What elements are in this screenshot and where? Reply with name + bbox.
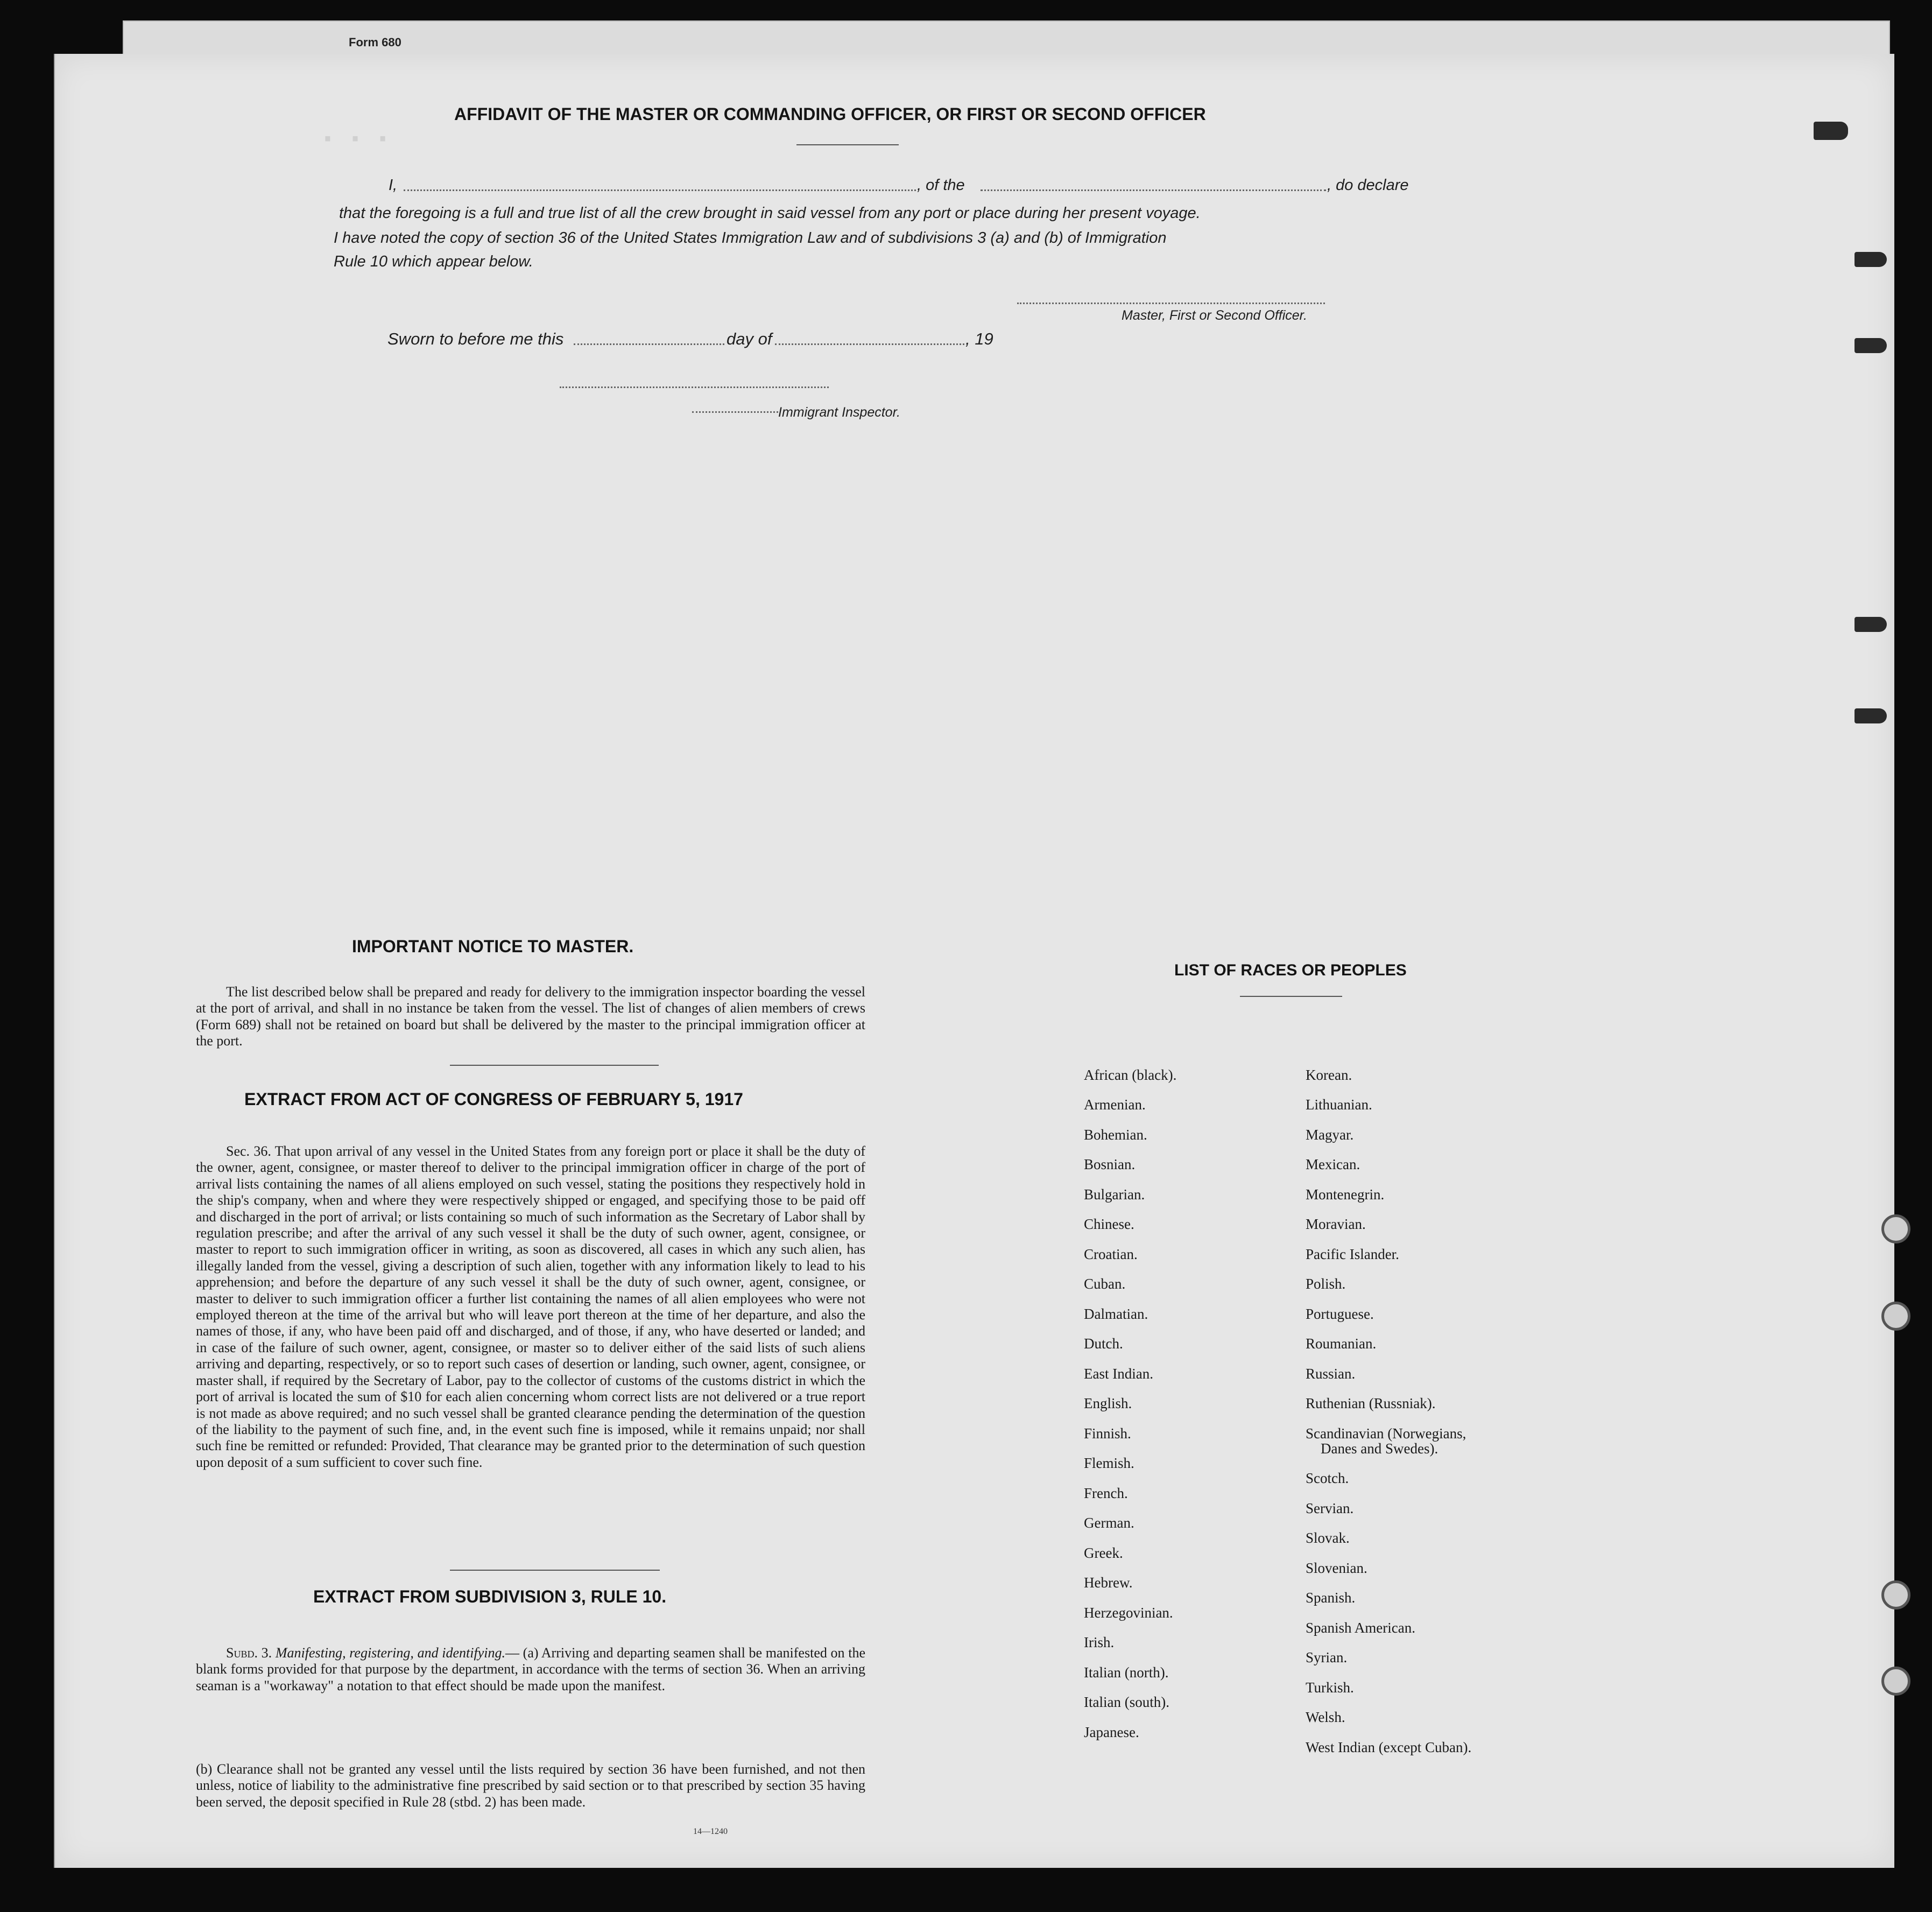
race-entry: Italian (north).	[1084, 1664, 1169, 1681]
race-entry: Bosnian.	[1084, 1156, 1136, 1172]
act-extract-body: Sec. 36. That upon arrival of any vessel in the United States from any foreign port or place it shall be the duty of the owner, agent, consignee, or master thereof to deliver to the principal immigration officer in charge of the port of arrival lists containing the names of all aliens employed on such vessel, stating the positions they respectively hold in the ship's company, when and where they were respectively shipped or engaged, and specifying those to be paid off and discharged in the port of arrival; or lists containing so much of such information as the Secretary of Labor shall by regulation prescribe; and after the arrival of any such vessel it shall be the duty of such owner, agent, consignee, or master to report to such immigration officer in writing, as soon as discovered, all cases in which any such alien, has illegally landed from the vessel, giving a description of such alien, together with any information likely to lead to his apprehension; and before the departure of any such vessel it shall be the duty of such owner, agent, consignee, or master to deliver to such immigration officer a further list containing the names of all alien employees who were not employed thereon at the time of the arrival but who will leave port thereon at the time of her departure, and also the names of those, if any, who have been paid off and discharged, and of those, if any, who have deserted or landed; and in case of the failure of such owner, agent, consignee, or master so to deliver either of the said lists of such aliens arriving and departing, respectively, or so to report such cases of desertion or landing, such owner, agent, consignee, or master shall, if required by the Secretary of Labor, pay to the collector of customs of the customs district in which the port of arrival is located the sum of $10 for each alien concerning whom correct lists are not delivered or a true report is not made as above required; and no such vessel shall be granted clearance pending the determination of the question of the liability to the payment of such fine, and, in the event such fine is imposed, while it remains unpaid; nor shall such fine be remitted or refunded: Provided, That clearance may be granted prior to the determination of such question upon deposit of a sum sufficient to cover such fine.	[196, 1143, 865, 1470]
paragraph-a: — (a) Arriving and departing seamen shall be manifested on the blank forms provided for that purpose by the department, in accordance with the terms of section 36. When an arriving seaman is a "workaway" a notation to that effect should be made upon the manifest.	[196, 1645, 865, 1693]
race-entry: Cuban.	[1084, 1276, 1126, 1292]
binding-ring	[1881, 1580, 1910, 1609]
affidavit-title: AFFIDAVIT OF THE MASTER OR COMMANDING OFFICER, OR FIRST OR SECOND OFFICER	[454, 104, 1206, 124]
sworn-month-blank	[775, 343, 964, 345]
race-entry: Slovak.	[1306, 1530, 1350, 1546]
officer-signature-blank	[1017, 303, 1325, 304]
race-entry: Italian (south).	[1084, 1694, 1169, 1710]
binding-ring	[1881, 1214, 1910, 1243]
binding-clip	[1814, 122, 1848, 140]
binding-clip	[1855, 708, 1887, 723]
sworn-day-blank	[574, 343, 724, 345]
race-entry: Roumanian.	[1306, 1335, 1377, 1352]
race-entry: Bohemian.	[1084, 1127, 1147, 1143]
binding-clip	[1855, 338, 1887, 353]
race-entry: Japanese.	[1084, 1724, 1139, 1740]
title-divider	[796, 144, 899, 145]
inspector-label: Immigrant Inspector.	[778, 405, 900, 420]
races-title: LIST OF RACES OR PEOPLES	[1174, 961, 1407, 979]
race-entry: Russian.	[1306, 1366, 1356, 1382]
race-entry: Turkish.	[1306, 1679, 1354, 1696]
race-entry: Croatian.	[1084, 1246, 1138, 1262]
race-entry: Finnish.	[1084, 1425, 1131, 1442]
declaration-i: I,	[389, 177, 398, 194]
race-entry: West Indian (except Cuban).	[1306, 1739, 1472, 1755]
race-entry: English.	[1084, 1395, 1132, 1411]
act-divider	[450, 1570, 660, 1571]
race-entry: German.	[1084, 1515, 1134, 1531]
notice-title: IMPORTANT NOTICE TO MASTER.	[352, 937, 634, 956]
race-entry: Servian.	[1306, 1500, 1354, 1516]
race-entry: Scotch.	[1306, 1470, 1349, 1486]
race-entry: Ruthenian (Russniak).	[1306, 1395, 1436, 1411]
show-through-text: · · ·	[323, 119, 393, 158]
binding-clip	[1855, 617, 1887, 632]
race-entry: Herzegovinian.	[1084, 1605, 1173, 1621]
officer-signature-label: Master, First or Second Officer.	[1122, 308, 1308, 323]
race-entry: Irish.	[1084, 1634, 1115, 1650]
race-entry: Dutch.	[1084, 1335, 1123, 1352]
declaration-of-the: , of the	[917, 177, 965, 194]
race-entry: Armenian.	[1084, 1096, 1146, 1113]
declaration-declare: , do declare	[1327, 177, 1409, 194]
declaration-line-4: Rule 10 which appear below.	[334, 253, 533, 270]
sworn-day-of: day of	[727, 329, 772, 348]
race-entry: Mexican.	[1306, 1156, 1360, 1172]
race-entry: Hebrew.	[1084, 1574, 1133, 1591]
declaration-line-3: I have noted the copy of section 36 of the United States Immigration Law and of subdivisions 3 (a) and (b) of Immigration	[334, 229, 1167, 247]
race-entry: Welsh.	[1306, 1709, 1345, 1725]
race-entry: Danes and Swedes).	[1321, 1440, 1439, 1457]
race-entry: Scandinavian (Norwegians,	[1306, 1425, 1466, 1442]
rule-extract-para-a	[196, 1645, 865, 1694]
act-extract-title: EXTRACT FROM ACT OF CONGRESS OF FEBRUARY 5, 1917	[244, 1089, 743, 1109]
rule-extract-para-b: (b) Clearance shall not be granted any vessel until the lists required by section 36 have been furnished, and not then unless, notice of liability to the administrative fine prescribed by said section or to that prescribed by section 35 having been served, the deposit specified in Rule 28 (stbd. 2) has been made.	[196, 1761, 865, 1810]
sworn-prefix: Sworn to before me this	[387, 329, 564, 348]
inspector-leader-dots	[692, 411, 778, 413]
race-entry: Chinese.	[1084, 1216, 1134, 1232]
race-entry: Greek.	[1084, 1545, 1123, 1561]
form-number: Form 680	[349, 36, 401, 49]
race-entry: Slovenian.	[1306, 1560, 1367, 1576]
notice-divider	[450, 1065, 659, 1066]
race-entry: Syrian.	[1306, 1649, 1348, 1665]
race-entry: Lithuanian.	[1306, 1096, 1372, 1113]
rule-extract-title: EXTRACT FROM SUBDIVISION 3, RULE 10.	[313, 1587, 667, 1606]
print-code: 14—1240	[693, 1827, 728, 1836]
sworn-year: , 19	[965, 329, 993, 348]
page-edge-left	[54, 54, 55, 1868]
race-entry: Pacific Islander.	[1306, 1246, 1399, 1262]
binding-clip	[1855, 252, 1887, 267]
binding-ring	[1881, 1302, 1910, 1331]
races-divider	[1240, 996, 1342, 997]
race-entry: Spanish.	[1306, 1590, 1356, 1606]
race-entry: Korean.	[1306, 1067, 1352, 1083]
vessel-name-blank	[981, 189, 1326, 191]
race-entry: Flemish.	[1084, 1455, 1134, 1471]
race-entry: Polish.	[1306, 1276, 1346, 1292]
binding-ring	[1881, 1667, 1910, 1696]
race-entry: Bulgarian.	[1084, 1186, 1145, 1203]
race-entry: East Indian.	[1084, 1366, 1153, 1382]
race-entry: Montenegrin.	[1306, 1186, 1385, 1203]
race-entry: Portuguese.	[1306, 1306, 1374, 1322]
race-entry: Magyar.	[1306, 1127, 1354, 1143]
declarant-name-blank	[404, 189, 916, 191]
subdivision-lead: Subd. 3.	[226, 1645, 272, 1661]
race-entry: Dalmatian.	[1084, 1306, 1148, 1322]
declaration-line-2: that the foregoing is a full and true list of all the crew brought in said vessel from any port or place during her present voyage.	[339, 205, 1201, 222]
race-entry: French.	[1084, 1485, 1128, 1501]
subdivision-heading: Manifesting, registering, and identifying.	[275, 1645, 505, 1661]
inspector-signature-blank	[560, 386, 829, 388]
race-entry: Spanish American.	[1306, 1620, 1415, 1636]
race-entry: African (black).	[1084, 1067, 1177, 1083]
notice-body: The list described below shall be prepared and ready for delivery to the immigration inspector boarding the vessel at the port of arrival, and shall in no instance be taken from the vessel. The list of changes of alien members of crews (Form 689) shall not be retained on board but shall be delivered by the master to the principal immigration officer at the port.	[196, 984, 865, 1049]
race-entry: Moravian.	[1306, 1216, 1366, 1232]
document-page	[54, 54, 1894, 1868]
